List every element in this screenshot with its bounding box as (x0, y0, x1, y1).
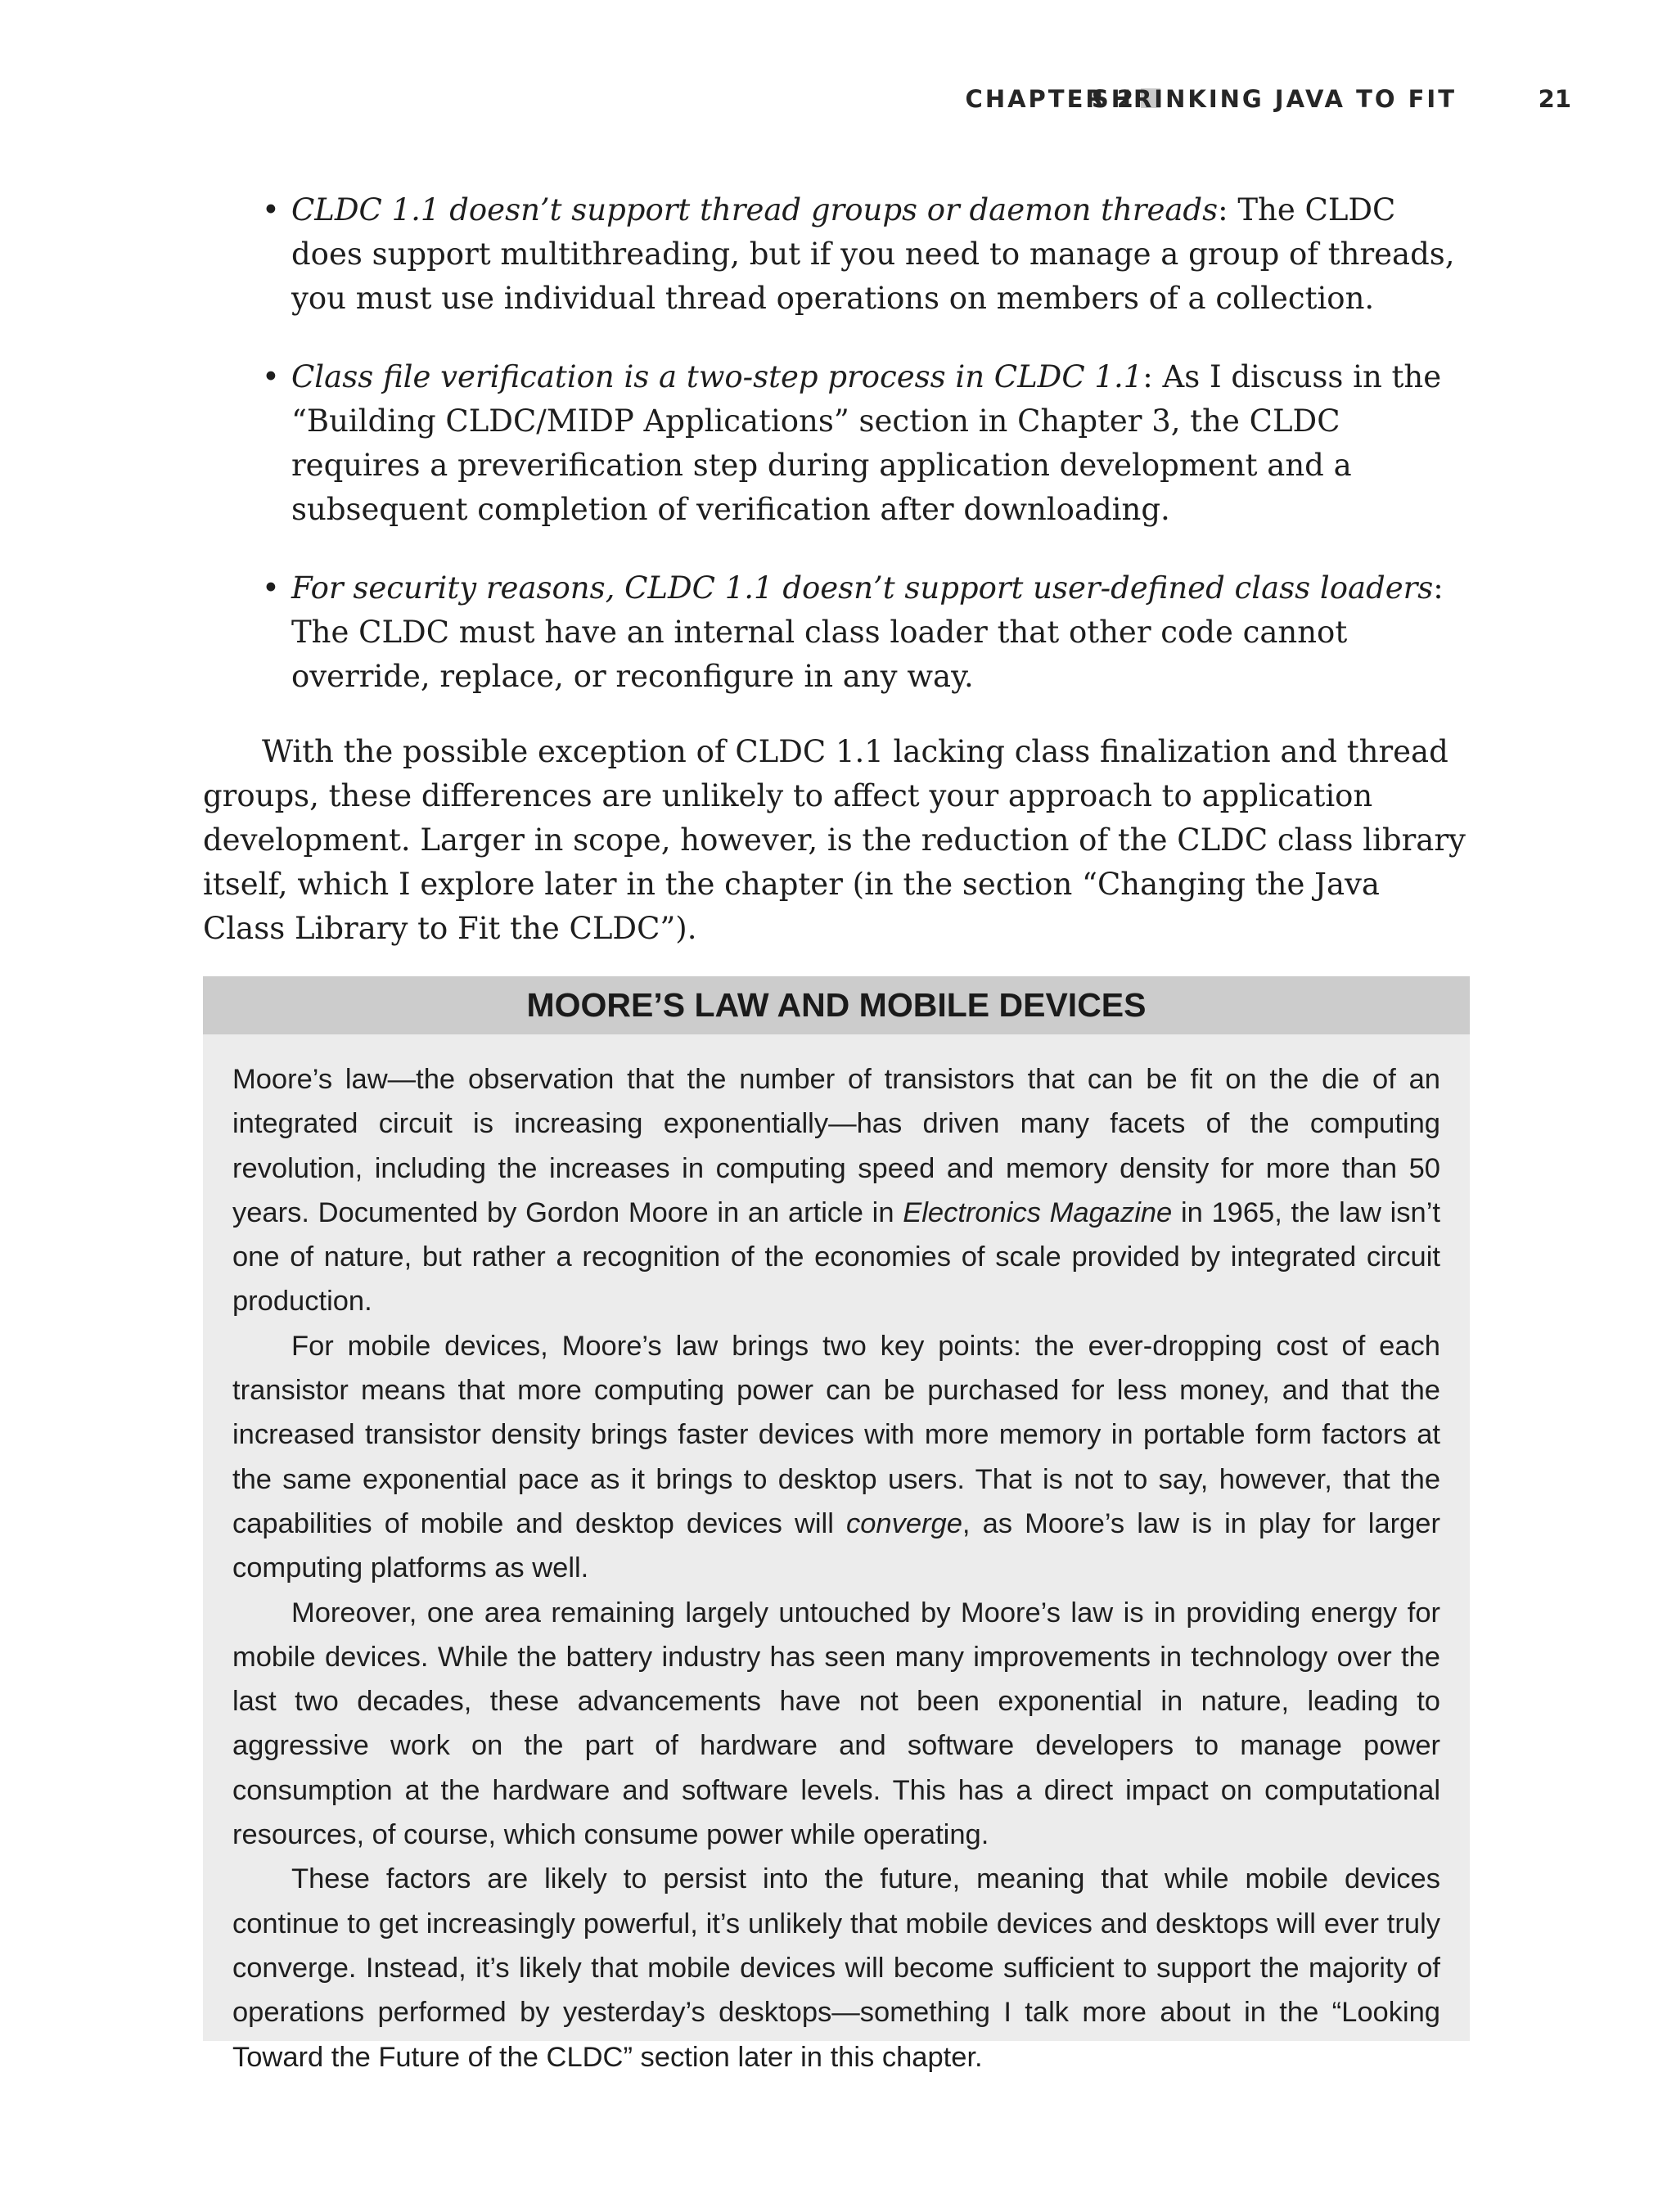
bullet-item (262, 188, 1470, 321)
bullet-icon: • (262, 570, 280, 606)
sidebar-paragraph: Moreover, one area remaining largely untouched by Moore’s law is in providing energy for mobile devices. While the battery industry has seen many improvements in technology over the last two decades, these advancements have not been exponential in nature, leading to aggressive work on the part of hardware and software developers to manage power consumption at the hardware and software levels. This has a direct impact on computational resources, of course, which consume power while operating. (232, 1597, 1440, 1851)
sidebar-paragraph: These factors are likely to persist into the future, meaning that while mobile devices continue to get increasingly powerful, it’s unlikely that mobile devices and desktops will ever truly converge. Instead, it’s likely that mobile devices will become sufficient to support the majority of operations performed by yesterday’s desktops—something I talk more about in the “Looking Toward the Future of the CLDC” section later in this chapter. (232, 1863, 1440, 2073)
bullet-icon: • (262, 192, 280, 228)
sidebar-paragraph (232, 1057, 1440, 1324)
bullet-item (262, 355, 1470, 532)
bullet-item (262, 566, 1470, 699)
bullet-lead: CLDC 1.1 doesn’t support thread groups or daemon threads (291, 192, 1219, 228)
bullet-text: : The CLDC does support multithreading, but if you need to manage a group of threads, you must use individual thread operations on members of a collection. (291, 192, 1455, 316)
sidebar-text: Moore’s law—the observation that the number of transistors that can be fit on the die of an integrated circuit is increasing exponentially—has driven many facets of the computing revolution, including the increases in computing speed and memory density for more than 50 years. Documented by Gordon Moore in an article in (232, 1064, 1440, 1228)
sidebar-text: For mobile devices, Moore’s law brings two key points: the ever-dropping cost of each transistor means that more computing power can be purchased for less money, and that the increased transistor density brings faster devices with more memory in portable form factors at the same exponential pace as it brings to desktop users. That is not to say, however, that the capabilities of mobile and desktop devices will (232, 1330, 1440, 1539)
running-head (0, 85, 1676, 118)
bullet-lead: For security reasons, CLDC 1.1 doesn’t support user-defined class loaders (291, 570, 1434, 606)
chapter-label: CHAPTER 2 (965, 85, 1136, 113)
bullet-list (262, 188, 1470, 733)
sidebar-title: MOORE’S LAW AND MOBILE DEVICES (203, 976, 1470, 1034)
chapter-title: SHRINKING JAVA TO FIT (1091, 85, 1457, 113)
sidebar-text: , as Moore’s law is in play for larger computing platforms as well. (232, 1507, 1440, 1584)
body-paragraph: With the possible exception of CLDC 1.1 lacking class finalization and thread groups, these differences are unlikely to affect your approach to application development. Larger in scope, however, is the reduction of the CLDC class library itself, which I explore later in the chapter (in the section “Changing the Java Class Library to Fit the CLDC”). (203, 734, 1466, 946)
sidebar-text: in 1965, the law isn’t one of nature, but rather a recognition of the economies of scale provided by integrated circuit production. (232, 1196, 1440, 1318)
bullet-text: : As I discuss in the “Building CLDC/MIDP Applications” section in Chapter 3, the CLDC requires a preverification step during application development and a subsequent completion of verification after downloading. (291, 359, 1442, 527)
bullet-lead: Class file verification is a two-step process in CLDC 1.1 (291, 359, 1143, 394)
emphasis-text: converge (845, 1507, 962, 1539)
sidebar-box (203, 976, 1470, 2073)
bullet-text: : The CLDC must have an internal class loader that other code cannot override, replace, or reconfigure in any way. (291, 570, 1444, 694)
page-number: 21 (1538, 85, 1571, 113)
bullet-icon: • (262, 359, 280, 394)
sidebar-paragraph (232, 1324, 1440, 1591)
sidebar-body (203, 1034, 1470, 2079)
magazine-title: Electronics Magazine (903, 1196, 1173, 1228)
